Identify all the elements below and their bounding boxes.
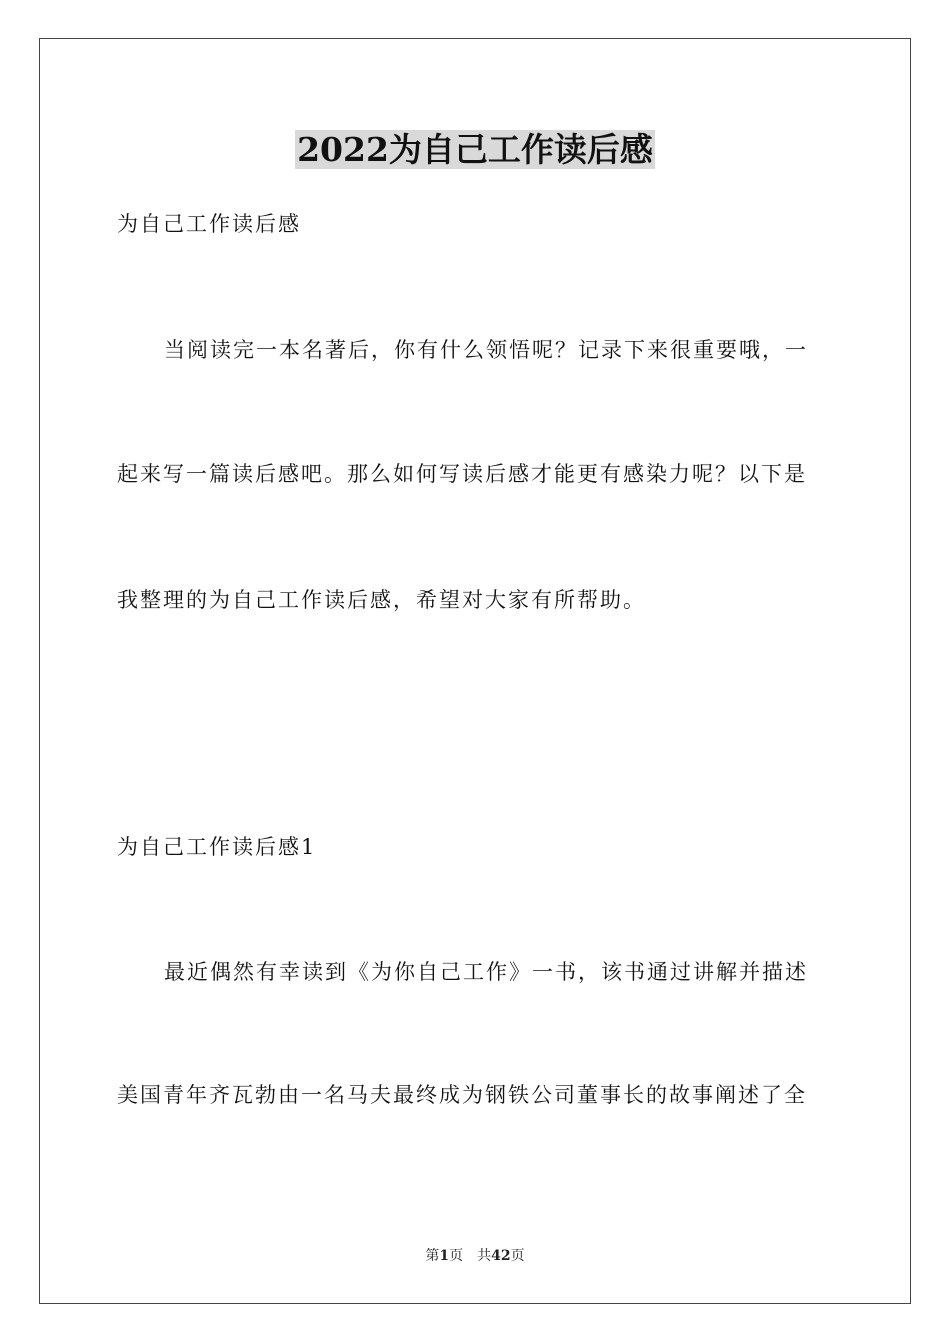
paragraph-line-4: 最近偶然有幸读到《为你自己工作》一书，该书通过讲解并描述 [164, 960, 808, 984]
paragraph-line-5: 美国青年齐瓦勃由一名马夫最终成为钢铁公司董事长的故事阐述了全 [117, 1083, 807, 1107]
document-title [0, 128, 950, 172]
document-title-text: 2022为自己工作读后感 [297, 130, 653, 169]
footer-suffix: 页 [510, 1248, 525, 1264]
footer-middle: 页 共 [449, 1248, 492, 1264]
footer-prefix: 第 [425, 1248, 440, 1264]
subtitle-line: 为自己工作读后感 [117, 212, 301, 236]
footer-page-number: 1 [439, 1248, 450, 1264]
paragraph-line-1: 当阅读完一本名著后，你有什么领悟呢？记录下来很重要哦，一 [164, 338, 808, 362]
footer-total-pages: 42 [491, 1248, 511, 1264]
section-heading: 为自己工作读后感1 [117, 835, 317, 859]
page-footer [0, 1246, 950, 1266]
paragraph-line-3: 我整理的为自己工作读后感，希望对大家有所帮助。 [117, 588, 646, 612]
paragraph-line-2: 起来写一篇读后感吧。那么如何写读后感才能更有感染力呢？以下是 [117, 462, 807, 486]
